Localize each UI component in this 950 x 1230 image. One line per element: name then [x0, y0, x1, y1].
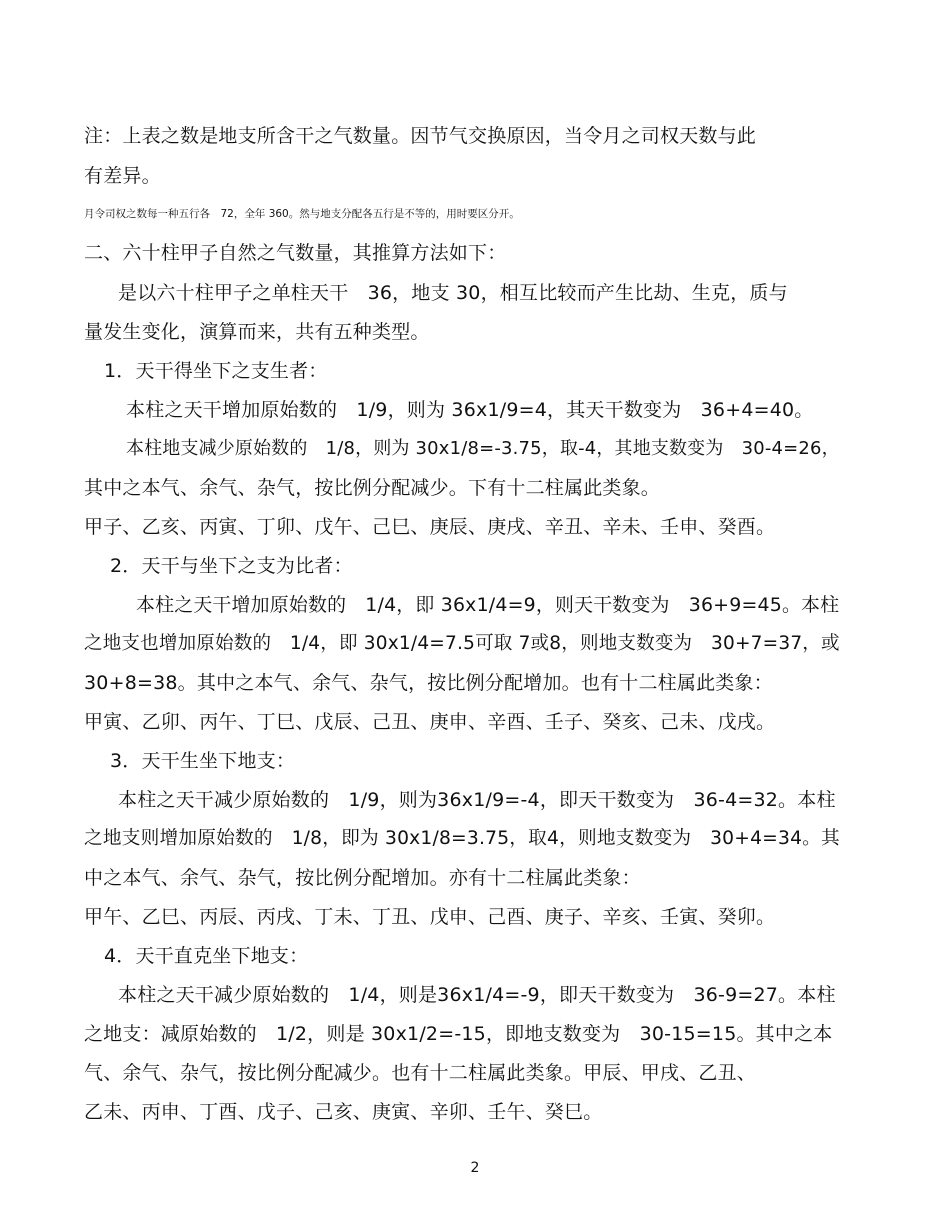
- item-1-title: 1．天干得坐下之支生者：: [104, 360, 328, 382]
- item-2-line-2: 之地支也增加原始数的 1/4，即 30x1/4=7.5可取 7或8，则地支数变为 30+7=37，或: [84, 633, 840, 654]
- item-1-line-2: 本柱地支减少原始数的 1/8，则为 30x1/8=-3.75，取-4，其地支数变为 30-4=26，: [126, 438, 840, 459]
- section-heading: 二、六十柱甲子自然之气数量，其推算方法如下：: [84, 242, 507, 264]
- item-3-line-1: 本柱之天干减少原始数的 1/9，则为36x1/9=-4，即天干数变为 36-4=32。本柱: [118, 789, 836, 811]
- item-3-line-2: 之地支则增加原始数的 1/8，即为 30x1/8=3.75，取4，则地支数变为 30+4=34。其: [84, 828, 840, 849]
- item-2-line-3: 30+8=38。其中之本气、余气、杂气，按比例分配增加。也有十二柱属此类象：: [84, 672, 773, 694]
- item-3-title: 3．天干生坐下地支：: [110, 750, 296, 772]
- item-4-line-4: 乙未、丙申、丁酉、戊子、己亥、庚寅、辛卯、壬午、癸巳。: [84, 1101, 603, 1123]
- item-1-line-1: 本柱之天干增加原始数的 1/9，则为 36x1/9=4，其天干数变为 36+4=40。: [126, 399, 814, 421]
- item-2-line-1: 本柱之天干增加原始数的 1/4，即 36x1/4=9，则天干数变为 36+9=45。本柱: [136, 594, 840, 616]
- section-intro-line-2: 量发生变化，演算而来，共有五种类型。: [84, 321, 430, 343]
- item-2-line-4: 甲寅、乙卯、丙午、丁巳、戊辰、己丑、庚申、辛酉、壬子、癸亥、己未、戊戌。: [84, 711, 776, 733]
- note-small-text: 月令司权之数每一种五行各 72，全年 360。然与地支分配各五行是不等的，用时要区分开。: [84, 208, 520, 220]
- page-number: 2: [470, 1160, 480, 1176]
- item-4-line-2: 之地支：减原始数的 1/2，则是 30x1/2=-15，即地支数变为 30-15=15。其中之本: [84, 1023, 833, 1045]
- item-4-line-3: 气、余气、杂气，按比例分配减少。也有十二柱属此类象。甲辰、甲戌、乙丑、: [84, 1062, 757, 1084]
- item-3-line-3: 中之本气、余气、杂气，按比例分配增加。亦有十二柱属此类象：: [84, 867, 641, 889]
- note-line-2: 有差异。: [84, 165, 161, 187]
- section-intro-line-1: 是以六十柱甲子之单柱天干 36，地支 30，相互比较而产生比劫、生克，质与: [118, 282, 788, 304]
- item-3-line-4: 甲午、乙巳、丙辰、丙戌、丁未、丁丑、戊申、己酉、庚子、辛亥、壬寅、癸卯。: [84, 906, 776, 928]
- item-1-line-4: 甲子、乙亥、丙寅、丁卯、戊午、己巳、庚辰、庚戌、辛丑、辛未、壬申、癸酉。: [84, 516, 776, 538]
- item-4-line-1: 本柱之天干减少原始数的 1/4，则是36x1/4=-9，即天干数变为 36-9=27。本柱: [118, 984, 836, 1006]
- item-4-title: 4．天干直克坐下地支：: [104, 945, 309, 967]
- note-line-1: 注：上表之数是地支所含干之气数量。因节气交换原因，当令月之司权天数与此: [84, 125, 757, 147]
- item-2-title: 2．天干与坐下之支为比者：: [110, 555, 353, 577]
- item-1-line-3: 其中之本气、余气、杂气，按比例分配减少。下有十二柱属此类象。: [84, 477, 661, 499]
